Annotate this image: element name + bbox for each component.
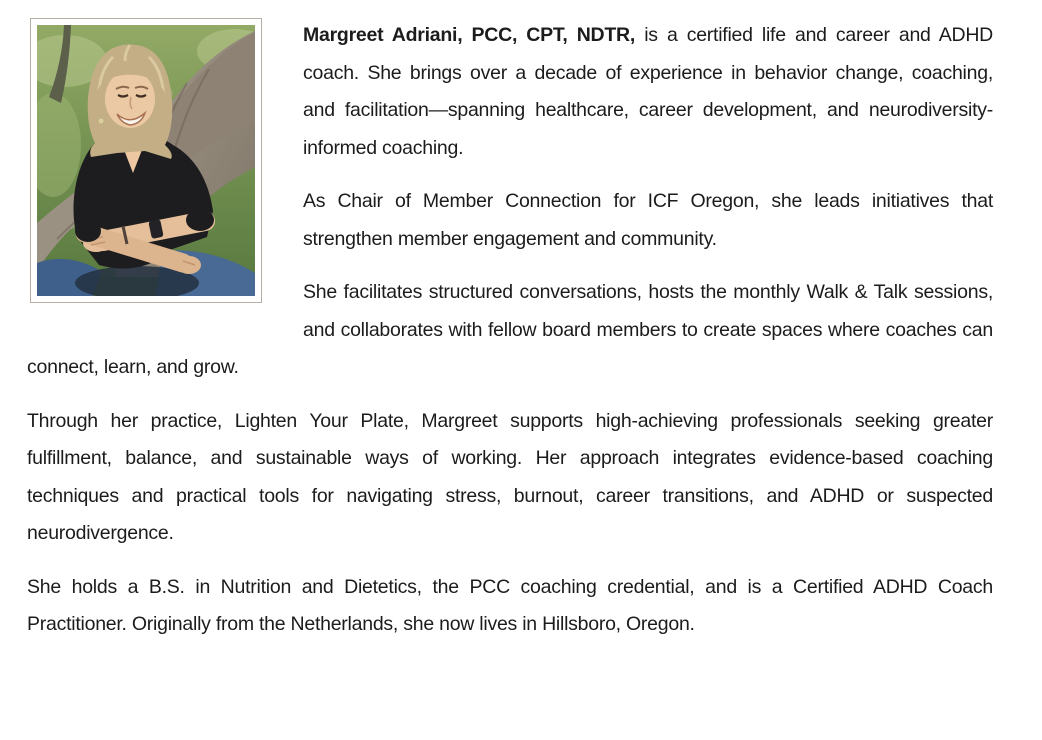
- portrait-photo: [30, 18, 262, 303]
- portrait-illustration: [37, 25, 255, 296]
- bio-paragraph-practice: Through her practice, Lighten Your Plate, Margreet supports high-achieving professionals seeking greater fulfillment, balance, and sustainable ways of working. Her approach integrates evidence-based coaching techniques and practical tools for navigating stress, burnout, career transitions, and ADHD or suspected neurodivergence.: [27, 409, 993, 544]
- bio-paragraph-icf-role: As Chair of Member Connection for ICF Oregon, she leads initiatives that strengthen member engagement and community.: [303, 190, 993, 250]
- intro-text: is a certified life and career and ADHD coach. She brings over a decade of experience in behavior change, coaching, and facilitation—spanning healthcare, career development, and neurodiversity-informed coaching.: [303, 24, 993, 159]
- earring: [98, 118, 104, 124]
- bio-paragraph-facilitation: She facilitates structured conversations, hosts the monthly Walk & Talk sessions, and collaborates with fellow board members to create spaces where coaches can connect, learn, and grow.: [27, 281, 993, 378]
- bio-paragraph-credentials: She holds a B.S. in Nutrition and Dietetics, the PCC coaching credential, and is a Certified ADHD Coach Practitioner. Originally from the Netherlands, she now lives in Hillsboro, Oregon.: [27, 575, 993, 635]
- person-name-credentials: Margreet Adriani, PCC, CPT, NDTR,: [303, 24, 636, 46]
- woman-head: [88, 45, 173, 160]
